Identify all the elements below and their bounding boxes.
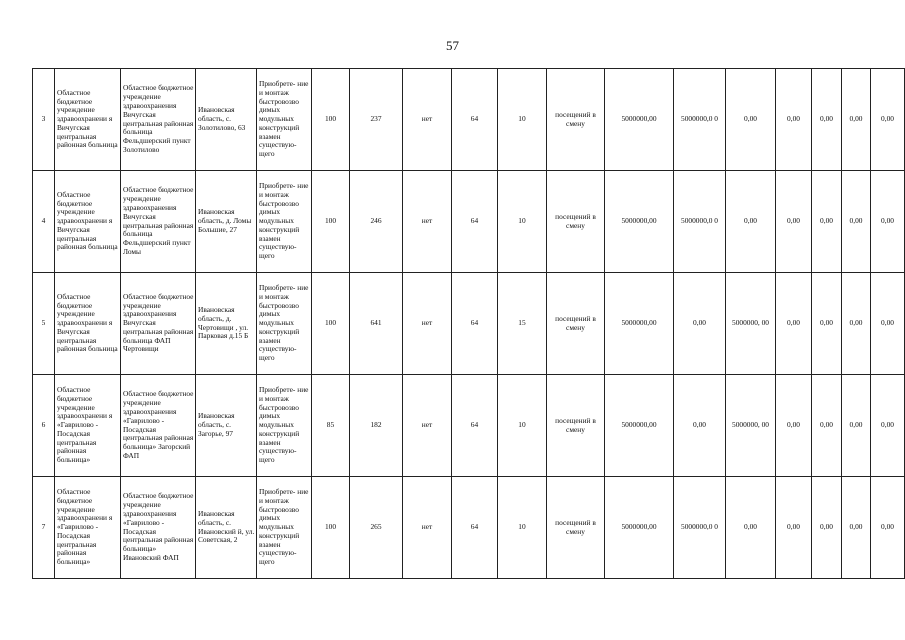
table-row (33, 69, 905, 171)
value-cell: 15 (498, 273, 547, 375)
year-amount-cell: 0,00 (776, 375, 812, 477)
capacity-unit-cell: посещений в смену (547, 171, 605, 273)
total-cost-cell: 5000000,00 (605, 69, 674, 171)
value-cell: 10 (498, 477, 547, 579)
organization-cell: Областное бюджетное учреждение здравоохранени я Вичугская центральная районная больница (55, 69, 121, 171)
facilities-table (32, 68, 905, 579)
year-amount-cell: 0,00 (674, 273, 726, 375)
unit-cell: Областное бюджетное учреждение здравоохранения Вичугская центральная районная больница ФАП Чертовищи (121, 273, 196, 375)
address-cell: Ивановская область, д. Чертовищи , ул. Парковая д.15 Б (196, 273, 257, 375)
year-amount-cell: 5000000,0 0 (674, 171, 726, 273)
year-amount-cell: 0,00 (842, 375, 871, 477)
value-cell: 10 (498, 375, 547, 477)
value-cell: нет (403, 69, 452, 171)
capacity-unit-cell: посещений в смену (547, 69, 605, 171)
value-cell: 100 (312, 477, 350, 579)
year-amount-cell: 0,00 (812, 273, 842, 375)
capacity-unit-cell: посещений в смену (547, 375, 605, 477)
value-cell: 237 (350, 69, 403, 171)
total-cost-cell: 5000000,00 (605, 477, 674, 579)
year-amount-cell: 0,00 (871, 375, 905, 477)
year-amount-cell: 0,00 (842, 69, 871, 171)
value-cell: 64 (452, 69, 498, 171)
value-cell: 85 (312, 375, 350, 477)
unit-cell: Областное бюджетное учреждение здравоохранения «Гаврилово - Посадская центральная районная больница» Загорский ФАП (121, 375, 196, 477)
work-type-cell: Приобрете- ние и монтаж быстровозво димых модульных конструкций взамен существую- щего (257, 171, 312, 273)
year-amount-cell: 0,00 (842, 171, 871, 273)
value-cell: 100 (312, 69, 350, 171)
table-row (33, 171, 905, 273)
organization-cell: Областное бюджетное учреждение здравоохранени я «Гаврилово - Посадская центральная районная больница» (55, 375, 121, 477)
organization-cell: Областное бюджетное учреждение здравоохранени я Вичугская центральная районная больница (55, 171, 121, 273)
capacity-unit-cell: посещений в смену (547, 477, 605, 579)
year-amount-cell: 0,00 (871, 477, 905, 579)
table-row (33, 477, 905, 579)
year-amount-cell: 0,00 (812, 171, 842, 273)
year-amount-cell: 0,00 (776, 69, 812, 171)
year-amount-cell: 0,00 (842, 477, 871, 579)
value-cell: 182 (350, 375, 403, 477)
value-cell: 265 (350, 477, 403, 579)
value-cell: 10 (498, 171, 547, 273)
value-cell: 641 (350, 273, 403, 375)
address-cell: Ивановская область, с. Золотилово, 63 (196, 69, 257, 171)
value-cell: 64 (452, 171, 498, 273)
year-amount-cell: 5000000,0 0 (674, 69, 726, 171)
total-cost-cell: 5000000,00 (605, 273, 674, 375)
year-amount-cell: 0,00 (674, 375, 726, 477)
year-amount-cell: 0,00 (871, 69, 905, 171)
value-cell: нет (403, 375, 452, 477)
total-cost-cell: 5000000,00 (605, 171, 674, 273)
year-amount-cell: 0,00 (726, 69, 776, 171)
value-cell: 100 (312, 171, 350, 273)
year-amount-cell: 0,00 (776, 477, 812, 579)
year-amount-cell: 0,00 (726, 477, 776, 579)
year-amount-cell: 0,00 (812, 477, 842, 579)
year-amount-cell: 0,00 (812, 375, 842, 477)
value-cell: 100 (312, 273, 350, 375)
address-cell: Ивановская область, с. Ивановский й, ул. Советская, 2 (196, 477, 257, 579)
table-row (33, 273, 905, 375)
table-row (33, 375, 905, 477)
capacity-unit-cell: посещений в смену (547, 273, 605, 375)
year-amount-cell: 0,00 (776, 171, 812, 273)
value-cell: 10 (498, 69, 547, 171)
work-type-cell: Приобрете- ние и монтаж быстровозво димых модульных конструкций взамен существую- щего (257, 69, 312, 171)
organization-cell: Областное бюджетное учреждение здравоохранени я «Гаврилово - Посадская центральная районная больница» (55, 477, 121, 579)
value-cell: 64 (452, 273, 498, 375)
row-number: 5 (33, 273, 55, 375)
year-amount-cell: 5000000, 00 (726, 375, 776, 477)
total-cost-cell: 5000000,00 (605, 375, 674, 477)
value-cell: нет (403, 171, 452, 273)
address-cell: Ивановская область, с. Загорье, 97 (196, 375, 257, 477)
work-type-cell: Приобрете- ние и монтаж быстровозво димых модульных конструкций взамен существую- щего (257, 273, 312, 375)
row-number: 4 (33, 171, 55, 273)
work-type-cell: Приобрете- ние и монтаж быстровозво димых модульных конструкций взамен существую- щего (257, 375, 312, 477)
page-number: 57 (446, 38, 459, 53)
work-type-cell: Приобрете- ние и монтаж быстровозво димых модульных конструкций взамен существую- щего (257, 477, 312, 579)
row-number: 6 (33, 375, 55, 477)
value-cell: 246 (350, 171, 403, 273)
value-cell: нет (403, 273, 452, 375)
value-cell: 64 (452, 477, 498, 579)
year-amount-cell: 0,00 (776, 273, 812, 375)
address-cell: Ивановская область, д. Ломы Большие, 27 (196, 171, 257, 273)
row-number: 7 (33, 477, 55, 579)
value-cell: нет (403, 477, 452, 579)
year-amount-cell: 0,00 (871, 171, 905, 273)
organization-cell: Областное бюджетное учреждение здравоохранени я Вичугская центральная районная больница (55, 273, 121, 375)
value-cell: 64 (452, 375, 498, 477)
year-amount-cell: 0,00 (812, 69, 842, 171)
unit-cell: Областное бюджетное учреждение здравоохранения «Гаврилово - Посадская центральная районная больница» Ивановский ФАП (121, 477, 196, 579)
year-amount-cell: 0,00 (726, 171, 776, 273)
year-amount-cell: 0,00 (842, 273, 871, 375)
year-amount-cell: 5000000, 00 (726, 273, 776, 375)
unit-cell: Областное бюджетное учреждение здравоохранения Вичугская центральная районная больница Фельдшерский пункт Ломы (121, 171, 196, 273)
row-number: 3 (33, 69, 55, 171)
year-amount-cell: 0,00 (871, 273, 905, 375)
year-amount-cell: 5000000,0 0 (674, 477, 726, 579)
unit-cell: Областное бюджетное учреждение здравоохранения Вичугская центральная районная больница Фельдшерский пункт Золотилово (121, 69, 196, 171)
